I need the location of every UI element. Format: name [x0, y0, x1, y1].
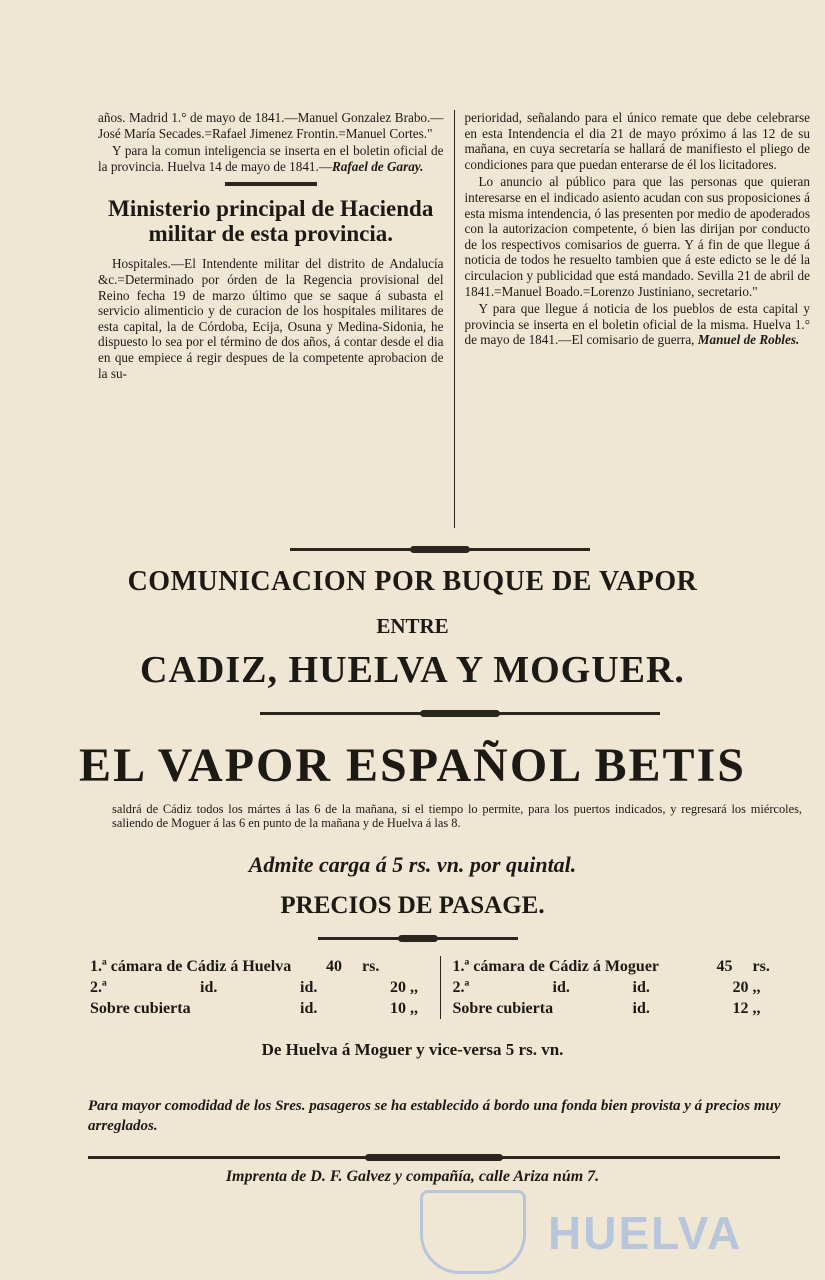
fare-id: id. — [300, 979, 318, 996]
fare-id: id. — [632, 1000, 650, 1017]
right-paragraph-2: Lo anuncio al público para que las personas que quieran interesarse en el indicado asiento acudan con sus proposiciones á esta misma intendencia, ó las presenten por medio de apoderados con la autorizacion competente, ó bien las dirijan por conducto de los respectivos comisarios de guerra. Y á fin de que llegue á noticia de todos he resuelto tambien que á este edicto se le dé la circulacion y publicidad que está mandado. Sevilla 21 de abril de 1841.=Manuel Boado.=Lorenzo Justiniano, secretario." — [464, 174, 810, 299]
fare-price: 20 ,, — [732, 979, 761, 996]
right-paragraph-3-text: Y para que llegue á noticia de los pueblos de esta capital y provincia se inserta en el boletin oficial de la misma. Huelva 1.° de mayo de 1841.—El comisario de guerra, — [464, 301, 810, 348]
spacer — [98, 246, 444, 256]
fare-label: 2.ª — [90, 979, 107, 996]
fare-id: id. — [632, 979, 650, 996]
fare-price: 40 — [326, 958, 342, 975]
fare-row — [90, 977, 440, 998]
shield-icon — [420, 1190, 526, 1274]
right-signature: Manuel de Robles. — [697, 332, 800, 348]
section-title: Ministerio principal de Hacienda militar de esta provincia. — [108, 196, 434, 247]
huelva-moguer-fare: De Huelva á Moguer y vice-versa 5 rs. vn. — [261, 1040, 564, 1059]
vessel-name: EL VAPOR ESPAÑOL BETIS — [79, 739, 746, 792]
fare-label: 1.ª cámara de Cádiz á Moguer — [452, 958, 660, 975]
notice-headline: COMUNICACION POR BUQUE DE VAPOR — [127, 566, 698, 597]
archive-watermark — [420, 1190, 820, 1270]
fare-label: Sobre cubierta — [90, 1000, 191, 1017]
fares-table — [90, 956, 802, 1019]
right-paragraph-3 — [465, 301, 811, 348]
fare-unit: rs. — [362, 958, 380, 975]
section-divider — [225, 182, 317, 186]
left-paragraph-2-text: Y para la comun inteligencia se inserta en el boletin oficial de la provincia. Huelva 14 de mayo de 1841.— — [98, 143, 444, 174]
ornamental-rule-3 — [318, 937, 518, 940]
fare-price: 10 ,, — [390, 1000, 418, 1017]
fare-id: id. — [200, 979, 218, 996]
two-column-text — [98, 110, 810, 528]
fare-id: id. — [552, 979, 570, 996]
watermark-text: HUELVA — [548, 1207, 743, 1259]
fare-row — [90, 998, 440, 1019]
fares-moguer — [440, 956, 803, 1019]
fare-price: 20 ,, — [390, 979, 418, 996]
footer-rule — [88, 1156, 780, 1159]
printer-imprint: Imprenta de D. F. Galvez y compañía, calle Ariza núm 7. — [225, 1168, 600, 1185]
ornamental-rule-1 — [290, 548, 590, 551]
fare-label: Sobre cubierta — [452, 1000, 554, 1017]
fare-unit: rs. — [752, 958, 770, 975]
right-paragraph-1: perioridad, señalando para el único remate que debe celebrarse en esta Intendencia el dia 21 de mayo próximo á las 12 de su mañana, en cuya secretaría se hallará de manifiesto el pliego de condiciones para que puedan enterarse de él los licitadores. — [464, 110, 810, 172]
fare-row — [90, 956, 440, 977]
schedule-description: saldrá de Cádiz todos los mártes á las 6 de la mañana, si el tiempo lo permite, para los puertos indicados, y regresará los miércoles, saliendo de Moguer á las 6 en punto de la mañana y de Huelva á las 8. — [112, 802, 802, 830]
fare-price: 45 — [716, 958, 733, 975]
notice-entre: ENTRE — [376, 614, 449, 638]
fares-huelva — [90, 956, 440, 1019]
fare-row — [453, 977, 803, 998]
left-column — [98, 110, 454, 528]
left-paragraph-3: Hospitales.—El Intendente militar del distrito de Andalucía &c.=Determinado por órden de la Regencia provisional del Reino fecha 19 de marzo último que se saque á subasta el servicio alimenticio y de curacion de los hospitales militares de esta capital, la de Córdoba, Ecija, Osuna y Medina-Sidonia, he dispuesto lo sea por el término de dos años, á contar desde el dia en que empiece á regir despues de la competente aprobacion de la su- — [98, 256, 444, 381]
onboard-note: Para mayor comodidad de los Sres. pasageros se ha establecido á bordo una fonda bien provista y á precios muy arreglados. — [88, 1098, 781, 1134]
fare-row — [453, 956, 803, 977]
right-column — [454, 110, 811, 528]
fare-label: 1.ª cámara de Cádiz á Huelva — [90, 958, 292, 975]
left-paragraph-2 — [98, 143, 444, 174]
fares-title: PRECIOS DE PASAGE. — [280, 892, 545, 919]
cargo-rate: Admite carga á 5 rs. vn. por quintal. — [248, 852, 577, 877]
left-paragraph-1: años. Madrid 1.° de mayo de 1841.—Manuel Gonzalez Brabo.—José María Secades.=Rafael Jimenez Frontin.=Manuel Cortes." — [98, 110, 444, 141]
fare-label: 2.ª — [452, 979, 470, 996]
fare-id: id. — [300, 1000, 318, 1017]
left-signature: Rafael de Garay. — [332, 158, 424, 174]
fare-price: 12 ,, — [732, 1000, 761, 1017]
notice-route: CADIZ, HUELVA Y MOGUER. — [140, 649, 685, 691]
fare-row — [453, 998, 803, 1019]
ornamental-rule-2 — [260, 712, 660, 715]
